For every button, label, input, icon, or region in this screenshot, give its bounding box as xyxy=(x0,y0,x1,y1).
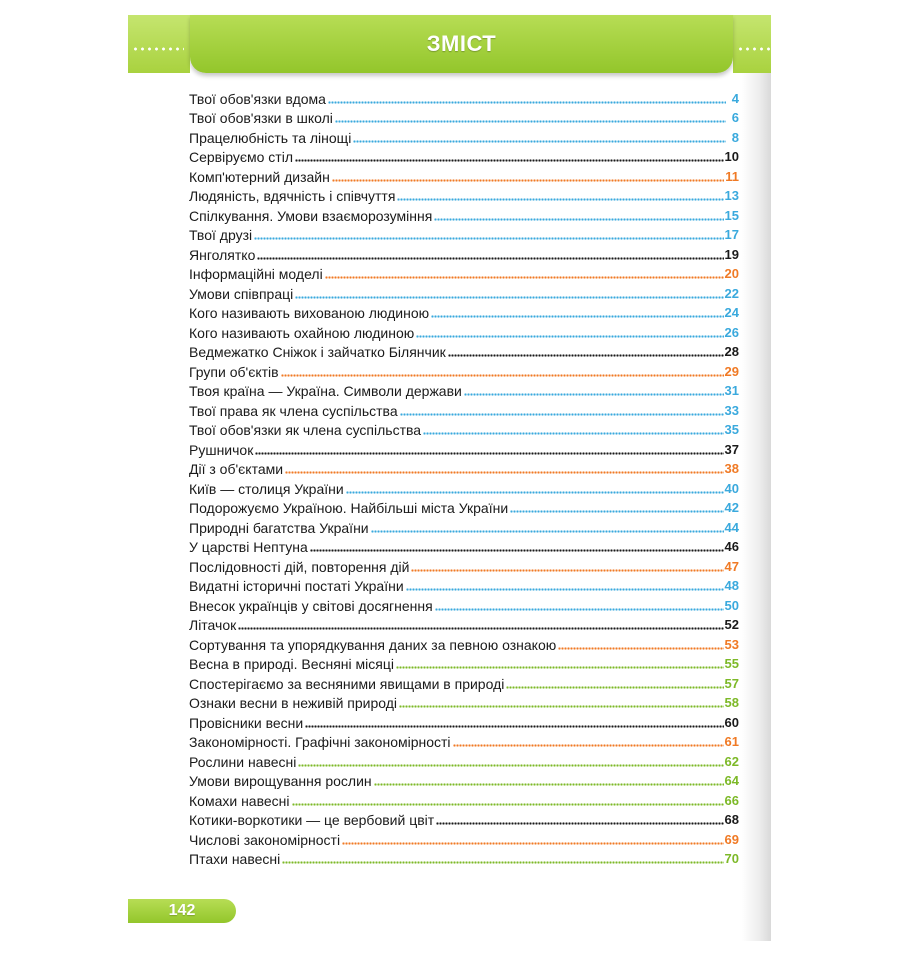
toc-entry-title: Янголятко xyxy=(189,246,256,263)
toc-dot-leader xyxy=(254,237,723,240)
toc-entry xyxy=(189,731,739,751)
toc-dot-leader xyxy=(298,764,723,767)
toc-dot-leader xyxy=(411,569,723,572)
toc-entry-title: Весна в природі. Весняні місяці xyxy=(189,656,394,672)
toc-entry-page: 44 xyxy=(724,519,739,535)
toc-entry-title: Кого називають вихованою людиною xyxy=(189,305,430,321)
toc-entry-title: Кого називають охайною людиною xyxy=(189,324,415,341)
table-of-contents xyxy=(189,87,739,867)
toc-entry xyxy=(189,360,739,380)
toc-entry-page: 4 xyxy=(731,90,739,106)
toc-dot-leader xyxy=(295,296,723,299)
toc-dot-leader xyxy=(397,198,723,201)
toc-dot-leader xyxy=(285,471,723,474)
toc-entry-title: Числові закономірності xyxy=(189,831,341,848)
toc-entry xyxy=(189,438,739,458)
toc-entry-title: Твої права як члена суспільства xyxy=(189,402,398,419)
header-dots-left xyxy=(132,47,184,51)
contents-title: ЗМІСТ xyxy=(426,31,497,56)
toc-dot-leader xyxy=(416,335,723,338)
toc-dot-leader xyxy=(453,744,724,747)
page-number: 142 xyxy=(168,902,196,919)
toc-entry-page: 46 xyxy=(724,539,739,554)
toc-entry xyxy=(189,848,739,868)
toc-dot-leader xyxy=(396,666,724,669)
toc-entry-title: Літачок xyxy=(189,617,237,633)
toc-dot-leader xyxy=(310,549,724,552)
toc-dot-leader xyxy=(335,120,726,123)
toc-entry-title: Дії з об'єктами xyxy=(189,461,284,477)
toc-entry-page: 8 xyxy=(731,129,739,145)
toc-entry xyxy=(189,204,739,224)
contents-title-tab xyxy=(190,15,733,73)
toc-dot-leader xyxy=(400,413,724,416)
toc-entry-page: 70 xyxy=(724,851,739,866)
toc-entry-title: Умови вирощування рослин xyxy=(189,773,372,789)
toc-entry-page: 37 xyxy=(724,441,739,457)
toc-dot-leader xyxy=(353,140,726,143)
toc-entry-page: 33 xyxy=(724,402,739,418)
toc-entry xyxy=(189,399,739,419)
toc-entry-page: 11 xyxy=(725,168,739,184)
toc-entry xyxy=(189,419,739,439)
toc-dot-leader xyxy=(255,452,723,455)
toc-dot-leader xyxy=(346,491,724,494)
toc-entry-title: Рушничок xyxy=(189,441,254,458)
toc-dot-leader xyxy=(305,725,723,728)
toc-entry-page: 57 xyxy=(724,675,739,691)
toc-entry-title: Котики-воркотики — це вербовий цвіт xyxy=(189,812,435,828)
toc-dot-leader xyxy=(342,842,723,845)
toc-dot-leader xyxy=(448,354,724,357)
toc-dot-leader xyxy=(295,159,724,162)
toc-entry-title: Твої друзі xyxy=(189,227,253,243)
toc-entry-title: Працелюбність та лінощі xyxy=(189,129,352,146)
toc-dot-leader xyxy=(332,179,724,182)
toc-entry-page: 50 xyxy=(724,597,739,613)
toc-entry xyxy=(189,321,739,341)
toc-entry-title: Спілкування. Умови взаєморозуміння xyxy=(189,207,433,224)
toc-dot-leader xyxy=(558,647,723,650)
toc-dot-leader xyxy=(292,803,724,806)
page-edge-shadow xyxy=(742,15,771,941)
toc-entry-title: Комп'ютерний дизайн xyxy=(189,168,330,185)
toc-entry xyxy=(189,87,739,107)
toc-dot-leader xyxy=(510,510,723,513)
toc-entry-title: Спостерігаємо за весняними явищами в природі xyxy=(189,675,505,692)
toc-entry xyxy=(189,770,739,790)
toc-entry xyxy=(189,750,739,770)
toc-entry-title: Рослини навесні xyxy=(189,753,297,770)
toc-entry-title: Інформаційні моделі xyxy=(189,266,323,282)
toc-entry xyxy=(189,789,739,809)
toc-entry-title: Київ — столиця України xyxy=(189,480,344,497)
toc-dot-leader xyxy=(406,588,724,591)
toc-entry-page: 6 xyxy=(731,110,739,125)
toc-entry-page: 66 xyxy=(724,792,739,808)
toc-entry-page: 58 xyxy=(724,695,739,710)
toc-dot-leader xyxy=(423,432,723,435)
toc-entry-title: Групи об'єктів xyxy=(189,363,279,380)
toc-entry xyxy=(189,536,739,556)
toc-entry xyxy=(189,107,739,127)
toc-entry-page: 20 xyxy=(724,266,739,281)
toc-dot-leader xyxy=(371,530,724,533)
toc-entry xyxy=(189,165,739,185)
toc-entry-page: 48 xyxy=(724,578,739,593)
toc-entry-title: Твоя країна — Україна. Символи держави xyxy=(189,383,462,399)
toc-entry-page: 28 xyxy=(724,344,739,359)
toc-entry xyxy=(189,146,739,166)
toc-entry-page: 29 xyxy=(724,363,739,379)
toc-entry xyxy=(189,828,739,848)
toc-entry-page: 53 xyxy=(724,636,739,652)
toc-entry xyxy=(189,458,739,478)
toc-dot-leader xyxy=(436,822,723,825)
toc-entry xyxy=(189,224,739,244)
header-band-left xyxy=(128,15,190,73)
toc-dot-leader xyxy=(328,101,726,104)
toc-entry-page: 42 xyxy=(724,500,739,515)
toc-entry xyxy=(189,126,739,146)
toc-entry xyxy=(189,614,739,634)
toc-entry xyxy=(189,380,739,400)
toc-entry-page: 62 xyxy=(724,753,739,769)
toc-entry-title: Видатні історичні постаті України xyxy=(189,578,404,594)
toc-entry-title: Закономірності. Графічні закономірності xyxy=(189,734,451,750)
toc-entry xyxy=(189,185,739,205)
toc-entry xyxy=(189,575,739,595)
toc-entry-page: 35 xyxy=(724,422,739,437)
toc-dot-leader xyxy=(506,686,723,689)
toc-entry-page: 15 xyxy=(724,207,739,223)
toc-entry-title: Твої обов'язки вдома xyxy=(189,90,326,107)
toc-entry-title: Ведмежатко Сніжок і зайчатко Білянчик xyxy=(189,344,446,360)
toc-dot-leader xyxy=(399,705,724,708)
toc-entry-page: 24 xyxy=(724,305,739,320)
toc-entry xyxy=(189,477,739,497)
toc-entry xyxy=(189,555,739,575)
toc-entry-page: 60 xyxy=(724,714,739,730)
toc-entry xyxy=(189,263,739,283)
toc-entry-title: Послідовності дій, повторення дій xyxy=(189,558,410,575)
toc-entry-title: Сортування та упорядкування даних за певною ознакою xyxy=(189,636,557,653)
toc-entry-page: 52 xyxy=(724,617,739,632)
toc-entry xyxy=(189,809,739,829)
toc-entry xyxy=(189,341,739,361)
toc-entry xyxy=(189,302,739,322)
toc-entry-page: 19 xyxy=(724,246,739,262)
toc-entry xyxy=(189,692,739,712)
toc-entry-page: 61 xyxy=(724,734,739,749)
toc-entry-title: Природні багатства України xyxy=(189,519,369,536)
header-dots-right xyxy=(737,47,771,51)
toc-entry-page: 38 xyxy=(724,461,739,476)
toc-dot-leader xyxy=(431,315,723,318)
toc-entry-title: Ознаки весни в неживій природі xyxy=(189,695,398,711)
toc-entry-page: 68 xyxy=(724,812,739,827)
toc-dot-leader xyxy=(257,257,723,260)
toc-entry-page: 64 xyxy=(724,773,739,788)
toc-entry xyxy=(189,516,739,536)
toc-dot-leader xyxy=(325,276,724,279)
toc-entry-title: Птахи навесні xyxy=(189,851,281,867)
page-number-bar xyxy=(128,899,236,923)
toc-dot-leader xyxy=(281,374,724,377)
toc-entry-page: 17 xyxy=(724,227,739,242)
toc-entry-page: 31 xyxy=(724,383,739,398)
toc-entry xyxy=(189,653,739,673)
toc-entry-title: Людяність, вдячність і співчуття xyxy=(189,188,396,204)
toc-entry xyxy=(189,672,739,692)
toc-entry xyxy=(189,497,739,517)
toc-dot-leader xyxy=(434,218,723,221)
toc-entry-title: Умови співпраці xyxy=(189,285,294,302)
toc-entry-page: 55 xyxy=(724,656,739,671)
toc-dot-leader xyxy=(238,627,723,630)
toc-entry-title: Сервіруємо стіл xyxy=(189,149,293,165)
toc-entry-page: 10 xyxy=(724,149,739,164)
toc-dot-leader xyxy=(435,608,724,611)
toc-entry-page: 47 xyxy=(724,558,739,574)
toc-dot-leader xyxy=(464,393,724,396)
toc-entry-title: Провісники весни xyxy=(189,714,304,731)
toc-entry-title: Твої обов'язки як члена суспільства xyxy=(189,422,422,438)
toc-entry-page: 26 xyxy=(724,324,739,340)
toc-entry-page: 40 xyxy=(724,480,739,496)
toc-entry-page: 13 xyxy=(724,188,739,203)
toc-entry-page: 69 xyxy=(724,831,739,847)
toc-entry-title: Комахи навесні xyxy=(189,792,290,809)
header-band-right xyxy=(733,15,771,73)
toc-entry-title: Твої обов'язки в школі xyxy=(189,110,333,126)
toc-entry-title: Внесок українців у світові досягнення xyxy=(189,597,433,614)
toc-entry xyxy=(189,594,739,614)
toc-entry xyxy=(189,243,739,263)
toc-entry-page: 22 xyxy=(724,285,739,301)
toc-entry-title: У царстві Нептуна xyxy=(189,539,308,555)
toc-entry xyxy=(189,282,739,302)
toc-dot-leader xyxy=(374,783,724,786)
toc-dot-leader xyxy=(282,861,723,864)
toc-entry xyxy=(189,633,739,653)
toc-entry xyxy=(189,711,739,731)
toc-entry-title: Подорожуємо Україною. Найбільші міста України xyxy=(189,500,509,516)
